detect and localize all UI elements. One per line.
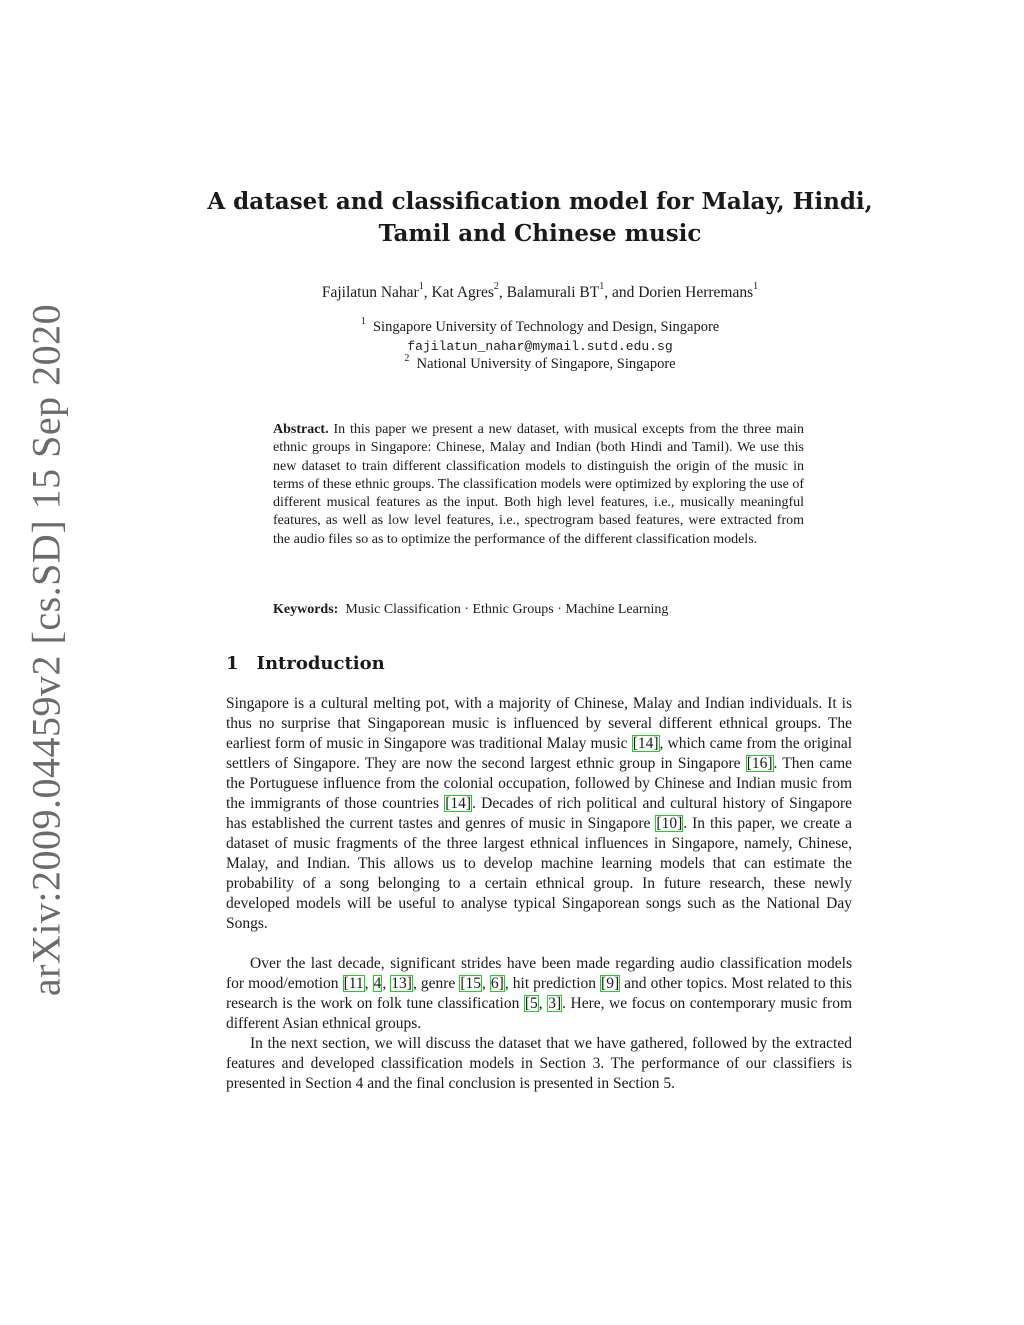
author-affiliation-mark: 1 (599, 281, 605, 292)
citation-link[interactable]: [15 (460, 975, 481, 992)
citation-link[interactable]: [14] (632, 735, 659, 752)
arxiv-identifier[interactable]: arXiv:2009.04459v2 [cs.SD] 15 Sep 2020 (23, 303, 69, 997)
author-name: Balamurali BT (506, 284, 600, 301)
affiliation-2 (160, 353, 920, 373)
citation-link[interactable]: [14] (445, 795, 472, 812)
affiliation-2-text: National University of Singapore, Singapore (416, 356, 676, 372)
section-heading-introduction (226, 653, 385, 674)
abstract-text: In this paper we present a new dataset, with musical excepts from the three main ethnic groups in Singapore: Chinese, Malay and Indian (both Hindi and Tamil). We use this new dataset to train different classification models to distinguish the origin of the music in terms of these ethnic groups. The classification models were optimized by exploring the use of different musical features as the input. Both high level features, i.e., musically meaningful features, as well as low level features, i.e., spectrogram based features, were extracted from the audio files so as to optimize the performance of the different classification models. (273, 422, 805, 547)
citation-link[interactable]: [16] (746, 755, 773, 772)
author-name: Dorien Herremans (638, 284, 754, 301)
citation-link[interactable]: 13] (391, 975, 412, 992)
citation-link[interactable]: 4 (373, 975, 382, 992)
section-number: 1 (226, 653, 239, 674)
keywords-text: Music Classification · Ethnic Groups · Machine Learning (345, 602, 669, 617)
citation-link[interactable]: [5 (524, 995, 538, 1012)
citation-link[interactable]: 6] (490, 975, 504, 992)
keywords-label: Keywords: (273, 602, 339, 617)
author-affiliation-mark: 2 (493, 281, 499, 292)
affiliation-2-mark: 2 (404, 353, 410, 364)
citation-link[interactable]: [9] (601, 975, 620, 992)
abstract-label: Abstract. (273, 422, 329, 437)
author-name: Fajilatun Nahar (321, 284, 419, 301)
affiliation-1 (160, 316, 920, 336)
section-title: Introduction (256, 653, 385, 674)
author-name: Kat Agres (431, 284, 494, 301)
author-list: Fajilatun Nahar$^1$, Kat Agres$^2$, Balamurali $BT^1$, and Dorien Herremans$^1$ (321, 281, 759, 301)
intro-paragraph-3: In the next section, we will discuss the dataset that we have gathered, followed by the extracted features and developed classification models in Section 3. The performance of our classifiers is presented in Section 4 and the final conclusion is presented in Section 5. (226, 1035, 852, 1092)
abstract (273, 421, 804, 549)
affiliation-1-mark: 1 (360, 316, 366, 327)
title-line-2: Tamil and Chinese music (378, 220, 702, 247)
intro-paragraph-2: Over the last decade, significant strides have been made regarding audio classification models for mood/emotion [11, 4, 13], genre [15, 6], hit prediction [9] and other topics. Most related to this research is the work on folk tune classification [5, 3]. Here, we focus on contemporary music from different Asian ethnical groups. (226, 955, 853, 1032)
title-line-1: A dataset and classification model for Malay, Hindi, (207, 188, 873, 215)
citation-link[interactable]: [10] (656, 815, 683, 832)
author-email[interactable]: fajilatun_nahar@mymail.sutd.edu.sg (407, 339, 673, 354)
author-affiliation-mark: 1 (418, 281, 424, 292)
citation-link[interactable]: 3] (548, 995, 562, 1012)
intro-paragraph-1: Singapore is a cultural melting pot, with a majority of Chinese, Malay and Indian individuals. It is thus no surprise that Singaporean music is influenced by several different ethnical groups. The earliest form of music in Singapore was traditional Malay music [14], which came from the original settlers of Singapore. They are now the second largest ethnic group in Singapore [16]. Then came the Portuguese influence from the colonial occupation, followed by Chinese and Indian music from the immigrants of those countries [14]. Decades of rich political and cultural history of Singapore has established the current tastes and genres of music in Singapore [10]. In this paper, we create a dataset of music fragments of the three largest ethnical influences in Singapore, namely, Chinese, Malay, and Indian. This allows us to develop machine learning models that can estimate the probability of a song belonging to a certain ethnical group. In future research, these newly developed models will be useful to analyse typical Singaporean songs such as the National Day Songs. (226, 695, 853, 932)
author-affiliation-mark: 1 (753, 281, 759, 292)
affiliation-1-text: Singapore University of Technology and Design, Singapore (372, 319, 720, 335)
paper-title (200, 186, 880, 250)
keywords (273, 602, 804, 618)
citation-link[interactable]: [11 (343, 975, 364, 992)
